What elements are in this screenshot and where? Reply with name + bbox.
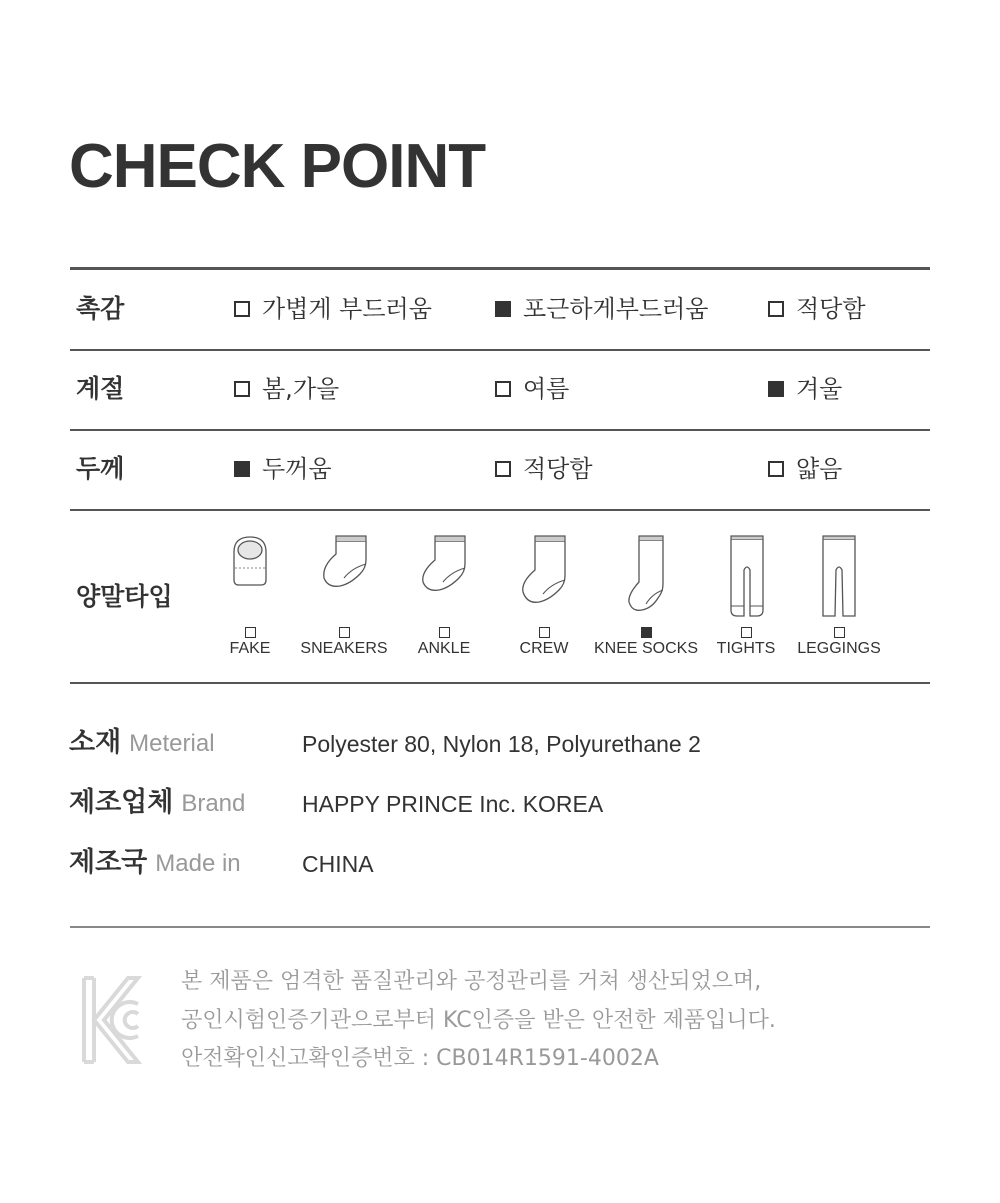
- brand-label: [69, 786, 245, 823]
- checkbox-unchecked: [495, 461, 511, 477]
- origin-label-ko: 제조국: [69, 847, 148, 878]
- option-label: 봄,가을: [262, 375, 340, 403]
- checkbox-checked: [495, 301, 511, 317]
- checkbox-unchecked: [768, 461, 784, 477]
- page-title: CHECK POINT: [69, 132, 486, 201]
- certification-line: 공인시험인증기관으로부터 KC인증을 받은 안전한 제품입니다.: [181, 1008, 776, 1033]
- option-label: 적당함: [796, 295, 866, 323]
- option-label: 겨울: [796, 375, 843, 403]
- divider: [70, 926, 930, 928]
- sneakers-sock-icon: [320, 534, 370, 590]
- material-value: Polyester 80, Nylon 18, Polyurethane 2: [302, 731, 701, 757]
- checkbox-unchecked: [234, 381, 250, 397]
- brand-value: HAPPY PRINCE Inc. KOREA: [302, 791, 604, 817]
- certification-number: 안전확인신고확인증번호 : CB014R1591-4002A: [181, 1046, 659, 1071]
- fake-sock-icon: [232, 534, 268, 588]
- option-label: 포근하게부드러움: [523, 295, 709, 323]
- crew-label: CREW: [519, 640, 569, 657]
- divider: [70, 429, 930, 431]
- crew-checkbox: [539, 627, 550, 638]
- origin-label: [69, 846, 241, 883]
- divider: [70, 267, 930, 270]
- texture-option-light-soft: [234, 294, 432, 324]
- option-label: 여름: [523, 375, 570, 403]
- texture-option-cozy-soft: [495, 294, 708, 324]
- origin-value: CHINA: [302, 851, 374, 877]
- texture-label: 촉감: [76, 294, 125, 323]
- divider: [70, 349, 930, 351]
- material-label-en: Meterial: [129, 730, 215, 757]
- season-label: 계절: [76, 374, 125, 403]
- tights-icon: [729, 534, 765, 618]
- option-label: 적당함: [523, 455, 593, 483]
- crew-sock-icon: [519, 534, 569, 606]
- thickness-option-thick: [234, 454, 332, 484]
- brand-label-en: Brand: [181, 790, 246, 817]
- season-option-spring-fall: [234, 374, 339, 404]
- ankle-sock-icon: [419, 534, 469, 594]
- material-label-ko: 소재: [69, 727, 122, 758]
- option-label: 가볍게 부드러움: [262, 295, 432, 323]
- thickness-option-moderate: [495, 454, 593, 484]
- sock-type-label: 양말타입: [76, 582, 173, 611]
- checkbox-unchecked: [234, 301, 250, 317]
- divider: [70, 682, 930, 684]
- season-option-winter: [768, 374, 842, 404]
- divider: [70, 509, 930, 511]
- knee-socks-label: KNEE SOCKS: [593, 640, 699, 657]
- fake-checkbox: [245, 627, 256, 638]
- tights-checkbox: [741, 627, 752, 638]
- brand-label-ko: 제조업체: [69, 787, 174, 818]
- sneakers-label: SNEAKERS: [300, 640, 388, 657]
- fake-label: FAKE: [229, 640, 271, 657]
- leggings-checkbox: [834, 627, 845, 638]
- checkbox-unchecked: [495, 381, 511, 397]
- texture-option-moderate: [768, 294, 866, 324]
- checkbox-unchecked: [768, 301, 784, 317]
- material-label: [69, 726, 215, 763]
- certification-line: 본 제품은 엄격한 품질관리와 공정관리를 거쳐 생산되었으며,: [181, 969, 762, 994]
- ankle-checkbox: [439, 627, 450, 638]
- kc-mark-icon: [80, 974, 142, 1070]
- checkbox-checked: [234, 461, 250, 477]
- season-option-summer: [495, 374, 569, 404]
- tights-label: TIGHTS: [716, 640, 776, 657]
- knee-socks-checkbox: [641, 627, 652, 638]
- thickness-option-thin: [768, 454, 842, 484]
- leggings-icon: [821, 534, 857, 618]
- sneakers-checkbox: [339, 627, 350, 638]
- origin-label-en: Made in: [155, 850, 241, 877]
- knee-sock-icon: [626, 534, 666, 614]
- thickness-label: 두께: [76, 454, 125, 483]
- ankle-label: ANKLE: [417, 640, 471, 657]
- option-label: 두꺼움: [262, 455, 332, 483]
- checkbox-checked: [768, 381, 784, 397]
- option-label: 얇음: [796, 455, 843, 483]
- leggings-label: LEGGINGS: [797, 640, 881, 657]
